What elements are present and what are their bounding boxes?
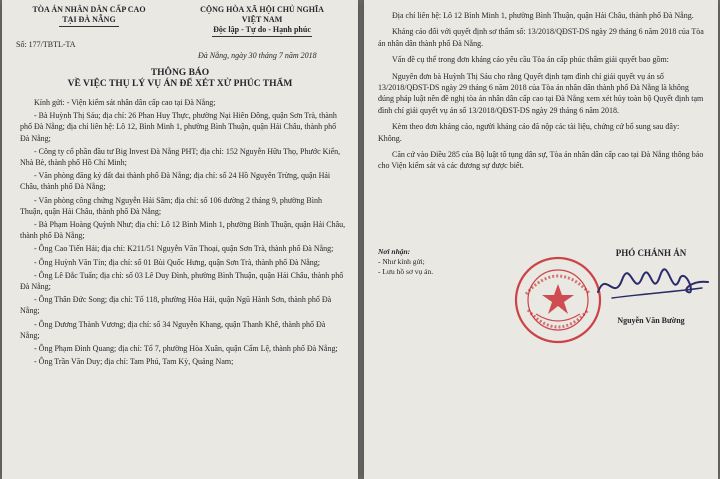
court-seal-stamp — [512, 254, 604, 346]
recipient-item: - Lưu hồ sơ vụ án. — [378, 267, 434, 276]
title-line1: THÔNG BÁO — [150, 68, 210, 78]
recipients-label: Nơi nhận: — [378, 247, 411, 256]
addressee-paragraph: - Ông Thân Đức Song; địa chỉ: Tổ 118, phường Hòa Hải, quận Ngũ Hành Sơn, thành phố Đà Nẵng; — [20, 295, 332, 316]
court-name-line2: TẠI ĐÀ NẴNG — [62, 15, 116, 24]
addressee-paragraph: - Ông Huỳnh Văn Tín; địa chỉ: số 01 Bùi Quốc Hưng, quận Sơn Trà, thành phố Đà Nẵng; — [34, 257, 321, 267]
addressee-list — [20, 97, 346, 369]
motto-divider — [212, 36, 312, 37]
recipient-item: - Như kính gửi; — [378, 257, 425, 266]
addressee-paragraph: Kính gửi: - Viện kiểm sát nhân dân cấp cao tại Đà Nẵng; — [34, 98, 216, 107]
document-number: Số: 177/TBTL-TA — [16, 40, 76, 49]
body-paragraph: Địa chỉ liên hệ: Lô 12 Bình Minh 1, phường Bình Thuận, quận Hải Châu, thành phố Đà Nẵng. — [392, 11, 694, 20]
court-name-line1: TÒA ÁN NHÂN DÂN CẤP CAO — [32, 5, 146, 14]
signer-title: PHÓ CHÁNH ÁN — [615, 248, 687, 258]
header-divider — [59, 26, 119, 27]
notice-body — [378, 10, 704, 177]
body-paragraph: Nguyên đơn bà Huỳnh Thị Sáu cho rằng Quyết định tạm đình chỉ giải quyết vụ án số 13/2018/QĐST-DS ngày 29 tháng 6 năm 2018 của Tòa án nhân dân thành phố Đà Nẵng là không đúng pháp luật nên đề nghị tòa án nhân dân cấp cao tại Đà Nẵng xem xét hủy toàn bộ Quyết định tạm đình chỉ giải quyết vụ án số 13/2018/QĐST-DS ngày 29 tháng 6 năm 2018. — [378, 71, 704, 115]
court-header — [14, 5, 164, 27]
addressee-paragraph: - Ông Lê Đắc Tuấn; địa chỉ: số 03 Lê Duy Đình, phường Bình Thuận, quận Hải Châu, thành phố Đà Nẵng; — [20, 270, 344, 292]
republic-header — [172, 5, 352, 37]
body-paragraph: Căn cứ vào Điều 285 của Bộ luật tố tụng dân sự, Tòa án nhân dân cấp cao tại Đà Nẵng thông báo cho Viện kiểm sát và các đương sự được biết. — [378, 150, 704, 171]
addressee-paragraph: - Bà Huỳnh Thị Sáu; địa chỉ: 26 Phan Huy Thực, phường Nại Hiên Đông, quận Sơn Trà, thành phố Đà Nẵng; địa chỉ liên hệ: Lô 12, Bình Minh 1, phường Bình Thuận, quận Hải Châu, thành phố Đà Nẵng; — [20, 111, 337, 143]
document-page-2 — [364, 0, 718, 479]
addressee-paragraph: - Văn phòng công chứng Nguyễn Hải Sâm; địa chỉ: số 106 đường 2 tháng 9, phường Bình Thuận, quận Hải Châu, thành phố Đà Nẵng; — [20, 195, 322, 216]
body-paragraph: Kháng cáo đối với quyết định sơ thẩm số: 13/2018/QĐST-DS ngày 29 tháng 6 năm 2018 của Tòa án nhân dân thành phố Đà Nẵng. — [378, 27, 704, 48]
document-page-1 — [2, 0, 358, 479]
addressee-paragraph: - Văn phòng đăng ký đất đai thành phố Đà Nẵng; địa chỉ: số 24 Hồ Nguyên Trừng, quận Hải Châu, thành phố Đà Nẵng; — [20, 171, 331, 192]
addressee-paragraph: - Công ty cổ phần đầu tư Big Invest Đà Nẵng PHT; địa chỉ: 152 Nguyễn Hữu Thọ, Phước Kiển, Nhà Bè, thành phố Hồ Chí Minh; — [20, 146, 341, 168]
addressee-paragraph: - Ông Cao Tiến Hải; địa chỉ: K211/51 Nguyễn Văn Thoại, quận Sơn Trà, thành phố Đà Nẵng; — [34, 244, 334, 254]
republic-line2: VIỆT NAM — [241, 15, 283, 24]
handwritten-signature — [592, 262, 712, 310]
signer-name: Nguyễn Văn Bường — [617, 316, 685, 325]
addressee-paragraph: - Ông Phạm Đình Quang; địa chỉ: Tổ 7, phường Hòa Xuân, quận Cẩm Lệ, thành phố Đà Nẵng; — [34, 344, 338, 354]
addressee-paragraph: - Ông Trần Văn Duy; địa chỉ: Tam Phú, Tam Kỳ, Quảng Nam; — [34, 357, 234, 367]
republic-line1: CỘNG HÒA XÃ HỘI CHỦ NGHĨA — [200, 5, 324, 14]
title-line2: VỀ VIỆC THỤ LÝ VỤ ÁN ĐỂ XÉT XỬ PHÚC THẨM — [67, 79, 293, 89]
national-motto: Độc lập - Tự do - Hạnh phúc — [213, 25, 311, 34]
recipients-block — [378, 247, 518, 277]
body-paragraph: Vấn đề cụ thể trong đơn kháng cáo yêu cầu Tòa án cấp phúc thẩm giải quyết bao gồm: — [392, 55, 669, 65]
document-title — [2, 68, 358, 90]
body-paragraph: Kèm theo đơn kháng cáo, người kháng cáo đã nộp các tài liệu, chứng cứ bổ sung sau đây: Không. — [378, 122, 680, 143]
addressee-paragraph: - Ông Dương Thành Vương; địa chỉ: số 34 Nguyễn Khang, quận Thanh Khê, thành phố Đà Nẵng; — [20, 319, 326, 340]
document-date: Đà Nẵng, ngày 30 tháng 7 năm 2018 — [198, 51, 317, 60]
addressee-paragraph: - Bà Phạm Hoàng Quỳnh Như; địa chỉ: Lô 12 Bình Minh 1, phường Bình Thuận, quận Hải Châu, thành phố Đà Nẵng; — [20, 220, 346, 241]
